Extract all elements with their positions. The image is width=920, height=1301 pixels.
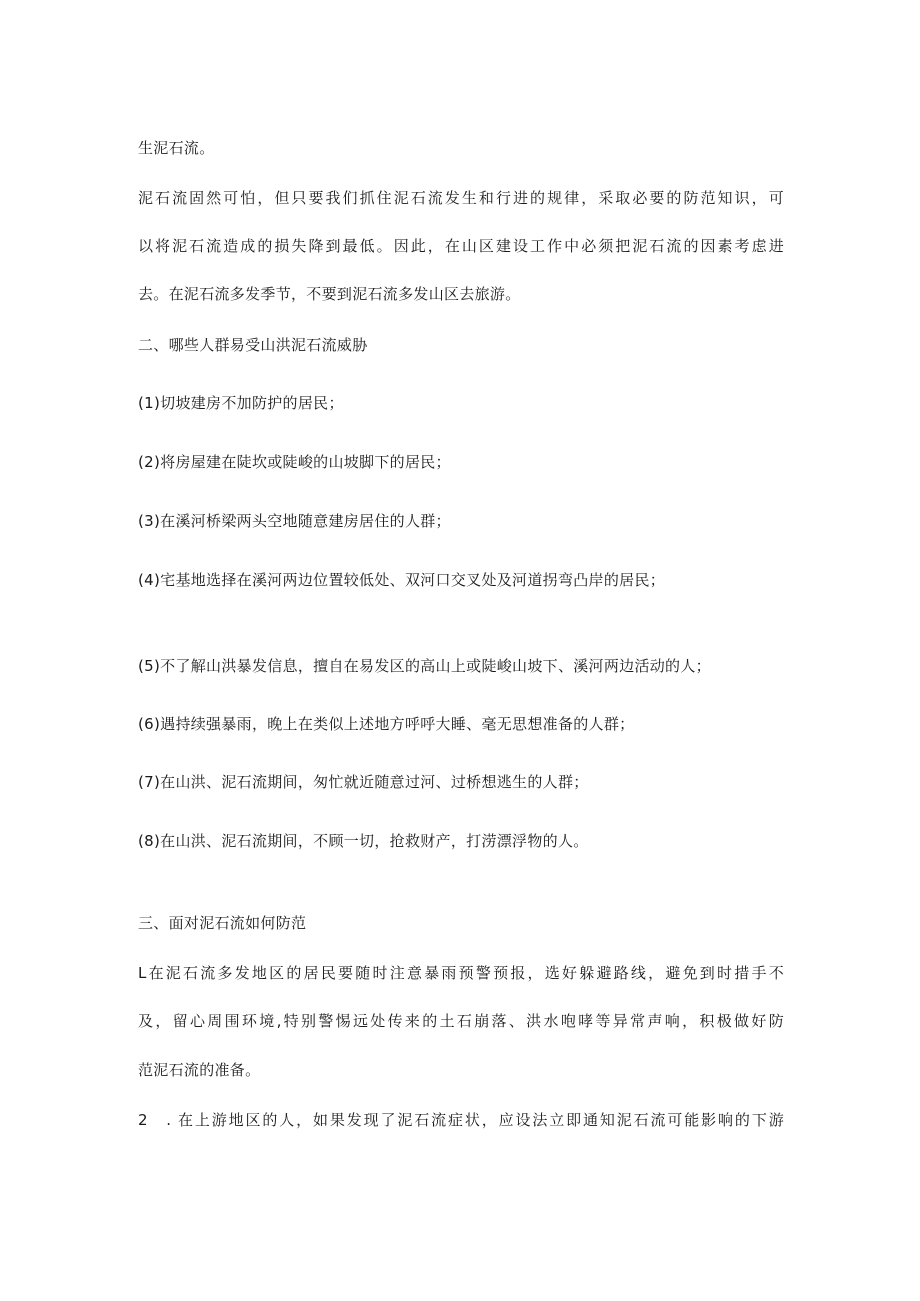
paragraph-line: 去。在泥石流多发季节，不要到泥石流多发山区去旅游。 (138, 285, 521, 303)
paragraph-line: 范泥石流的准备。 (138, 1061, 261, 1079)
list-item: (7)在山洪、泥石流期间，匆忙就近随意过河、过桥想逃生的人群； (138, 773, 589, 791)
list-item: (4)宅基地选择在溪河两边位置较低处、双河口交叉处及河道拐弯凸岸的居民； (138, 571, 666, 589)
paragraph-line: 以将泥石流造成的损失降到最低。因此，在山区建设工作中必须把泥石流的因素考虑进 (138, 237, 784, 255)
list-item: (2)将房屋建在陡坎或陡峻的山坡脚下的居民； (138, 453, 451, 471)
paragraph-line: 及，留心周围环境,特别警惕远处传来的土石崩落、洪水咆哮等异常声响，积极做好防 (138, 1012, 784, 1030)
paragraph-line: 泥石流固然可怕，但只要我们抓住泥石流发生和行进的规律，采取必要的防范知识，可 (138, 189, 784, 207)
paragraph-line: 2 . 在上游地区的人，如果发现了泥石流症状，应设法立即通知泥石流可能影响的下游 (138, 1111, 784, 1129)
section-heading: 二、哪些人群易受山洪泥石流威胁 (138, 336, 368, 354)
paragraph-line: L在泥石流多发地区的居民要随时注意暴雨预警预报，选好躲避路线，避免到时措手不 (138, 964, 784, 982)
list-item: (6)遇持续强暴雨，晚上在类似上述地方呼呼大睡、毫无思想准备的人群； (138, 715, 635, 733)
section-heading: 三、面对泥石流如何防范 (138, 914, 307, 932)
paragraph-end-line: 生泥石流。 (138, 139, 215, 157)
list-item: (3)在溪河桥梁两头空地随意建房居住的人群； (138, 512, 451, 530)
list-item: (8)在山洪、泥石流期间，不顾一切，抢救财产，打涝漂浮物的人。 (138, 832, 589, 850)
list-item: (5)不了解山洪暴发信息，擅自在易发区的高山上或陡峻山坡下、溪河两边活动的人； (138, 657, 711, 675)
list-item: (1)切坡建房不加防护的居民； (138, 394, 344, 412)
